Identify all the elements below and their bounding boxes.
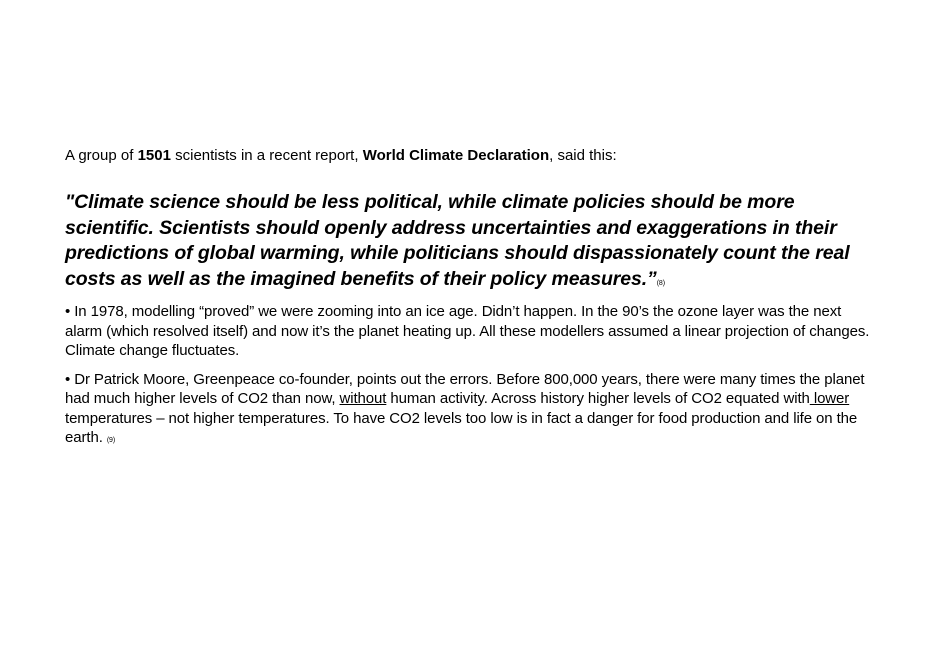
intro-post: , said this: — [549, 147, 617, 164]
quote-text: "Climate science should be less political, while climate policies should be more scientific. Scientists should openly address uncertainties and exaggerations in their predictions of global warming, while politicians should dispassionately count the real costs as well as the imagined benefits of their policy measures.” — [65, 191, 850, 290]
underlined-lower: lower — [809, 390, 850, 407]
bullet-modelling-text: • In 1978, modelling “proved” we were zooming into an ice age. Didn’t happen. In the 90’s the ozone layer was the next alarm (which resolved itself) and now it’s the planet heating up. All these modellers assumed a linear projection of changes. Climate change fluctuates. — [65, 303, 870, 359]
declaration-quote — [65, 190, 875, 296]
scientist-count: 1501 — [137, 147, 171, 164]
bullet-modelling — [65, 302, 875, 361]
bullet-moore-part1: • Dr Patrick Moore, Greenpeace co-founder, points out the errors. Before 800,000 years, there were many times the planet had much higher levels of CO2 than now, — [65, 370, 865, 407]
intro-paragraph — [65, 146, 875, 166]
bullet-moore-reference: (9) — [106, 437, 116, 444]
bullet-moore-part3: temperatures – not higher temperatures. To have CO2 levels too low is in fact a danger for food production and life on the earth. — [65, 409, 858, 446]
intro-pre: A group of — [65, 147, 138, 164]
document-page — [65, 146, 875, 451]
bullet-moore-part2: human activity. Across history higher levels of CO2 equated with — [386, 390, 810, 407]
quote-reference: (8) — [656, 279, 665, 287]
intro-mid: scientists in a recent report, — [170, 147, 363, 164]
bullet-patrick-moore — [65, 370, 875, 451]
underlined-without: without — [339, 390, 387, 407]
report-name: World Climate Declaration — [362, 147, 550, 164]
